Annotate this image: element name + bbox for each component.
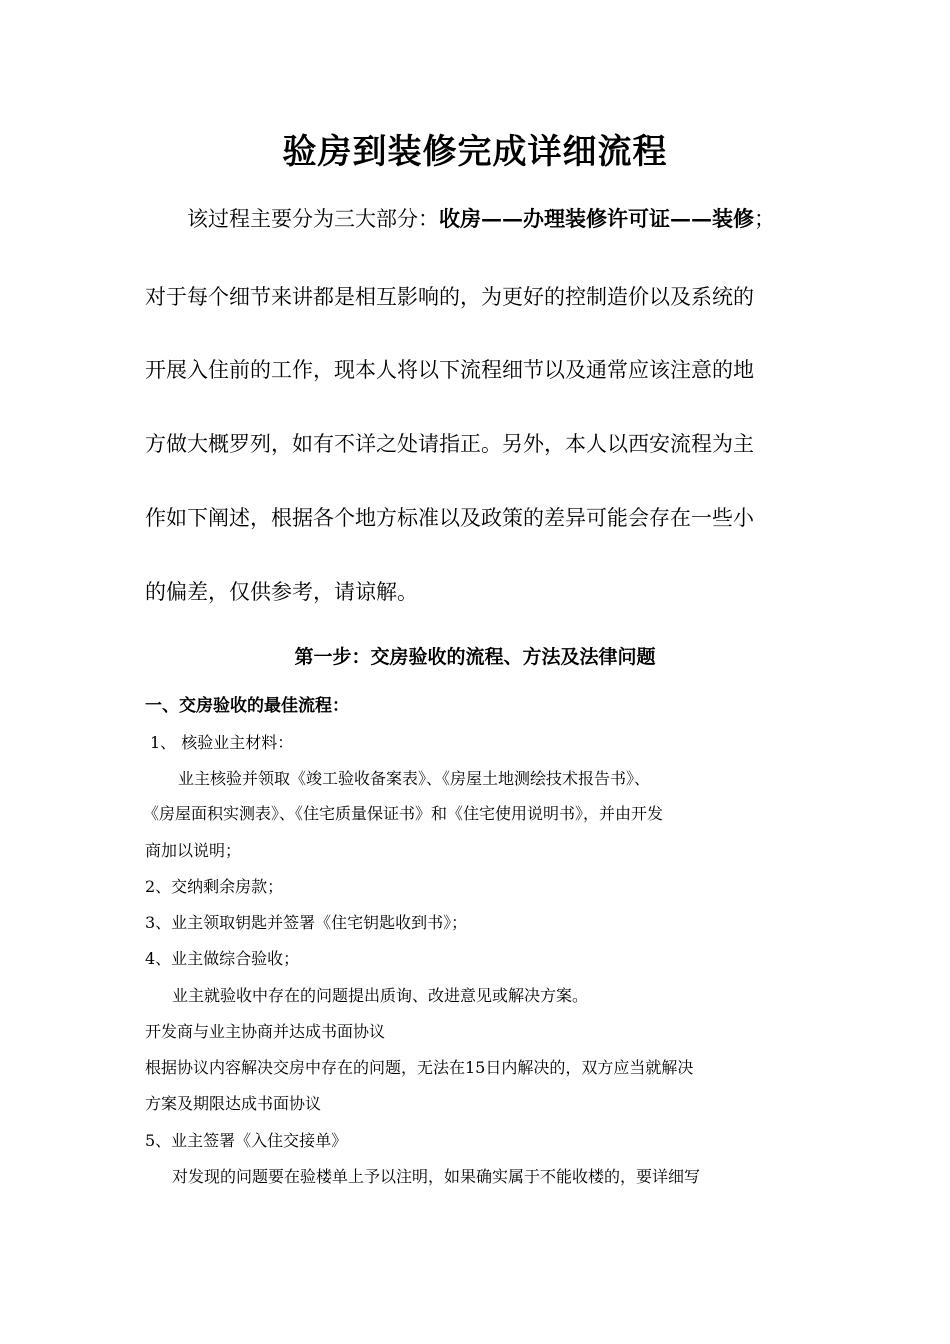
intro-line-2: 对于每个细节来讲都是相互影响的，为更好的控制造价以及系统的 [145, 285, 754, 309]
list-item: 业主核验并领取《竣工验收备案表》、《房屋土地测绘技术报告书》、 [178, 769, 651, 788]
intro-suffix: ； [754, 207, 775, 231]
intro-line-4: 方做大概罗列，如有不详之处请指正。另外，本人以西安流程为主 [145, 432, 754, 456]
list-item: 1、 核验业主材料： [150, 733, 294, 752]
list-item: 4、业主做综合验收； [145, 949, 300, 968]
list-item: 业主就验收中存在的问题提出质询、改进意见或解决方案。 [172, 986, 589, 1005]
list-item: 方案及期限达成书面协议 [145, 1094, 322, 1113]
list-item: 根据协议内容解决交房中存在的问题，无法在15日内解决的，双方应当就解决 [145, 1058, 694, 1077]
list-item: 商加以说明； [145, 841, 242, 860]
section-1-heading: 一、交房验收的最佳流程： [145, 696, 349, 716]
list-item: 《房屋面积实测表》、《住宅质量保证书》和《住宅使用说明书》，并由开发 [143, 804, 664, 823]
list-item: 对发现的问题要在验楼单上予以注明，如果确实属于不能收楼的，要详细写 [172, 1167, 701, 1186]
list-item: 3、业主领取钥匙并签署《住宅钥匙收到书》； [145, 913, 468, 932]
intro-line-5: 作如下阐述，根据各个地方标准以及政策的差异可能会存在一些小 [145, 506, 754, 530]
list-item: 5、业主签署《入住交接单》 [145, 1131, 348, 1150]
intro-line-6: 的偏差，仅供参考，请谅解。 [145, 580, 418, 604]
intro-bold-phases: 收房——办理装修许可证——装修 [439, 206, 754, 231]
intro-line-1 [145, 204, 820, 234]
step-1-heading: 第一步：交房验收的流程、方法及法律问题 [294, 646, 656, 668]
list-item: 开发商与业主协商并达成书面协议 [145, 1022, 386, 1041]
list-item: 2、交纳剩余房款； [145, 877, 284, 896]
document-title: 验房到装修完成详细流程 [282, 132, 668, 172]
intro-line-3: 开展入住前的工作，现本人将以下流程细节以及通常应该注意的地 [145, 358, 754, 382]
intro-prefix: 该过程主要分为三大部分： [187, 207, 439, 231]
